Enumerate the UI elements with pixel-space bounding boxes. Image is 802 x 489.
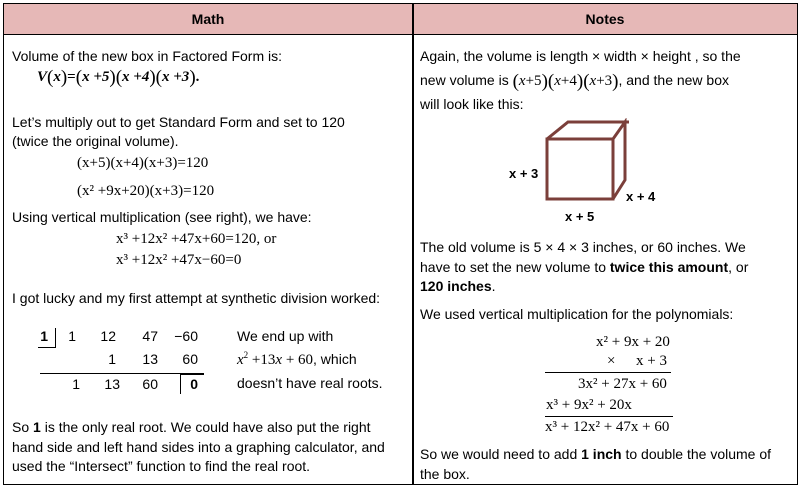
conclusion-line1: So 1 is the only real root. We could have also put the right xyxy=(12,419,371,435)
sd-row2: 1 xyxy=(108,351,116,367)
vm-row3: 3x² + 27x + 60 xyxy=(578,376,667,392)
box-cube-icon xyxy=(539,118,629,218)
standard-form-intro-line1: Let’s multiply out to get Standard Form and set to 120 xyxy=(12,114,345,130)
notes-volume-line2: new volume is (x+5)(x+4)(x+3), and the new box xyxy=(420,71,730,92)
math-notes-table xyxy=(3,3,798,485)
equation-partial-120: (x² +9x+20)(x+3)=120 xyxy=(77,183,215,199)
vm-row4: x³ + 9x² + 20x xyxy=(546,397,632,413)
sd-coef: 1 xyxy=(68,328,76,344)
equation-factored-120: (x+5)(x+4)(x+3)=120 xyxy=(77,155,209,171)
vertical-mult-intro: Using vertical multiplication (see right), we have: xyxy=(12,209,312,225)
old-volume-line1: The old volume is 5 × 4 × 3 inches, or 60 inches. We xyxy=(420,239,746,255)
sd-remainder-bracket-h xyxy=(180,374,204,375)
sd-result: 1 xyxy=(72,376,80,392)
synthetic-division-intro: I got lucky and my first attempt at synthetic division worked: xyxy=(12,290,381,306)
vm-row5: x³ + 12x² + 47x + 60 xyxy=(545,419,670,435)
vertical-mult-note: We used vertical multiplication for the polynomials: xyxy=(420,306,734,322)
notes-volume-line3: will look like this: xyxy=(420,96,524,112)
sd-divisor-bracket-h xyxy=(38,347,56,348)
factored-form-equation: V(x)=(x +5)(x +4)(x +3). xyxy=(37,67,200,88)
notes-column xyxy=(414,35,797,484)
vm-row1: x² + 9x + 20 xyxy=(596,334,670,350)
box-width-label: x + 5 xyxy=(565,209,595,224)
sd-coef: −60 xyxy=(174,328,198,344)
box-depth-label: x + 4 xyxy=(626,189,656,204)
old-volume-line2: have to set the new volume to twice this amount, or xyxy=(420,259,749,275)
math-column-header: Math xyxy=(4,4,413,35)
math-intro-text: Volume of the new box in Factored Form is: xyxy=(12,48,283,64)
final-note-line1: So we would need to add 1 inch to double the volume of xyxy=(420,446,772,462)
sd-coef: 47 xyxy=(142,328,158,344)
side-note-line3: doesn’t have real roots. xyxy=(237,375,383,391)
math-column xyxy=(4,35,412,484)
vm-op: × xyxy=(607,353,616,369)
vm-row2: x + 3 xyxy=(636,353,667,369)
side-note-line1: We end up with xyxy=(237,328,334,344)
old-volume-line3: 120 inches. xyxy=(420,278,496,294)
standard-form-intro-line2: (twice the original volume). xyxy=(12,133,179,149)
conclusion-line3: used the “Intersect” function to find the real root. xyxy=(12,458,311,474)
equation-standard-120: x³ +12x² +47x+60=120, or xyxy=(116,231,277,247)
equation-standard-zero: x³ +12x² +47x−60=0 xyxy=(116,252,242,268)
sd-remainder: 0 xyxy=(190,376,198,392)
box-height-label: x + 3 xyxy=(509,166,539,181)
sd-result: 13 xyxy=(104,376,120,392)
notes-volume-line1: Again, the volume is length × width × height , so the xyxy=(420,48,741,64)
final-note-line2: the box. xyxy=(420,466,470,482)
sd-coef: 12 xyxy=(100,328,116,344)
conclusion-line2: hand side and left hand sides into a graphing calculator, and xyxy=(12,439,385,455)
side-note-line2: $x^2 +13x + 60$, which xyxy=(237,350,357,368)
sd-row2: 13 xyxy=(142,351,158,367)
notes-column-header: Notes xyxy=(413,4,797,35)
sd-row2: 60 xyxy=(182,351,198,367)
sd-divisor: 1 xyxy=(40,328,48,344)
vm-line1 xyxy=(545,372,671,373)
sd-result: 60 xyxy=(142,376,158,392)
